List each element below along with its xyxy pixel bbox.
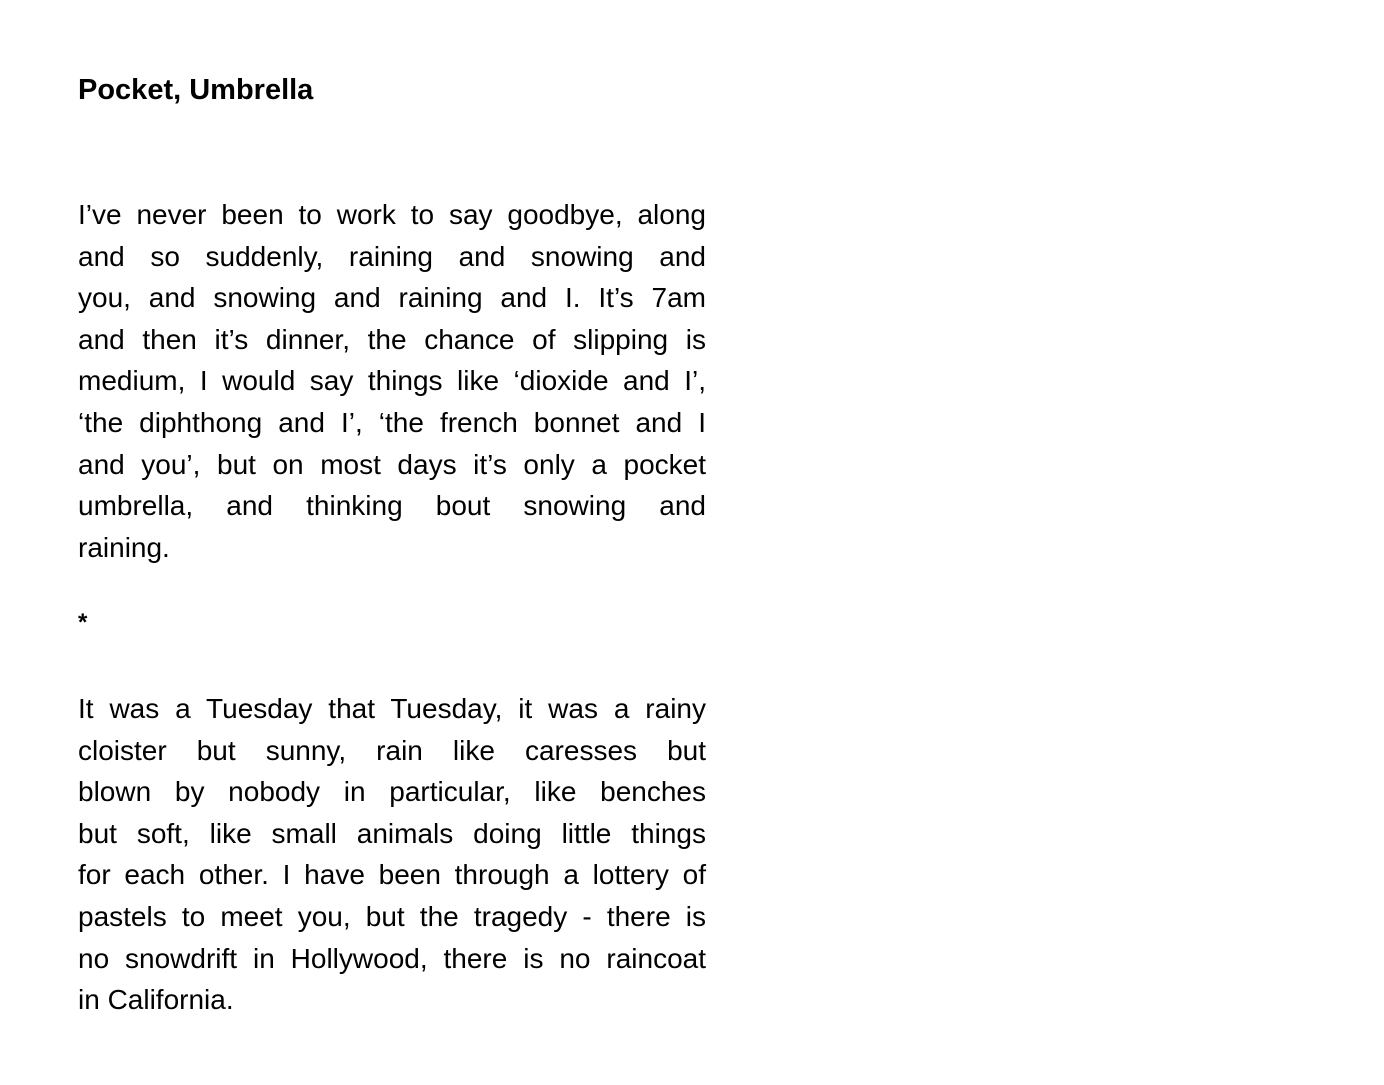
section-separator: * (78, 609, 88, 636)
stanza-line: umbrella, and thinking bout snowing and (78, 490, 706, 522)
stanza-line: raining. (78, 531, 170, 563)
stanza-line: but soft, like small animals doing little things (78, 817, 706, 849)
stanza-line: you, and snowing and raining and I. It’s 7am (78, 282, 706, 314)
stanza-line: and so suddenly, raining and snowing and (78, 240, 706, 272)
stanza-line: I’ve never been to work to say goodbye, along (78, 199, 706, 230)
stanza-1 (78, 194, 706, 568)
stanza-line: ‘the diphthong and I’, ‘the french bonnet and I (78, 406, 706, 438)
stanza-line: and you’, but on most days it’s only a pocket (78, 448, 706, 480)
stanza-line: cloister but sunny, rain like caresses but (78, 734, 706, 766)
stanza-line: no snowdrift in Hollywood, there is no raincoat (78, 942, 706, 974)
stanza-line: pastels to meet you, but the tragedy - there is (78, 900, 706, 932)
stanza-line: in California. (78, 984, 234, 1016)
stanza-line: medium, I would say things like ‘dioxide and I’, (78, 365, 706, 397)
stanza-line: It was a Tuesday that Tuesday, it was a rainy (78, 693, 706, 724)
stanza-2 (78, 688, 706, 1021)
stanza-line: for each other. I have been through a lottery of (78, 859, 706, 891)
stanza-line: blown by nobody in particular, like benches (78, 776, 706, 808)
stanza-line: and then it’s dinner, the chance of slipping is (78, 323, 706, 355)
poem-title: Pocket, Umbrella (78, 74, 314, 106)
